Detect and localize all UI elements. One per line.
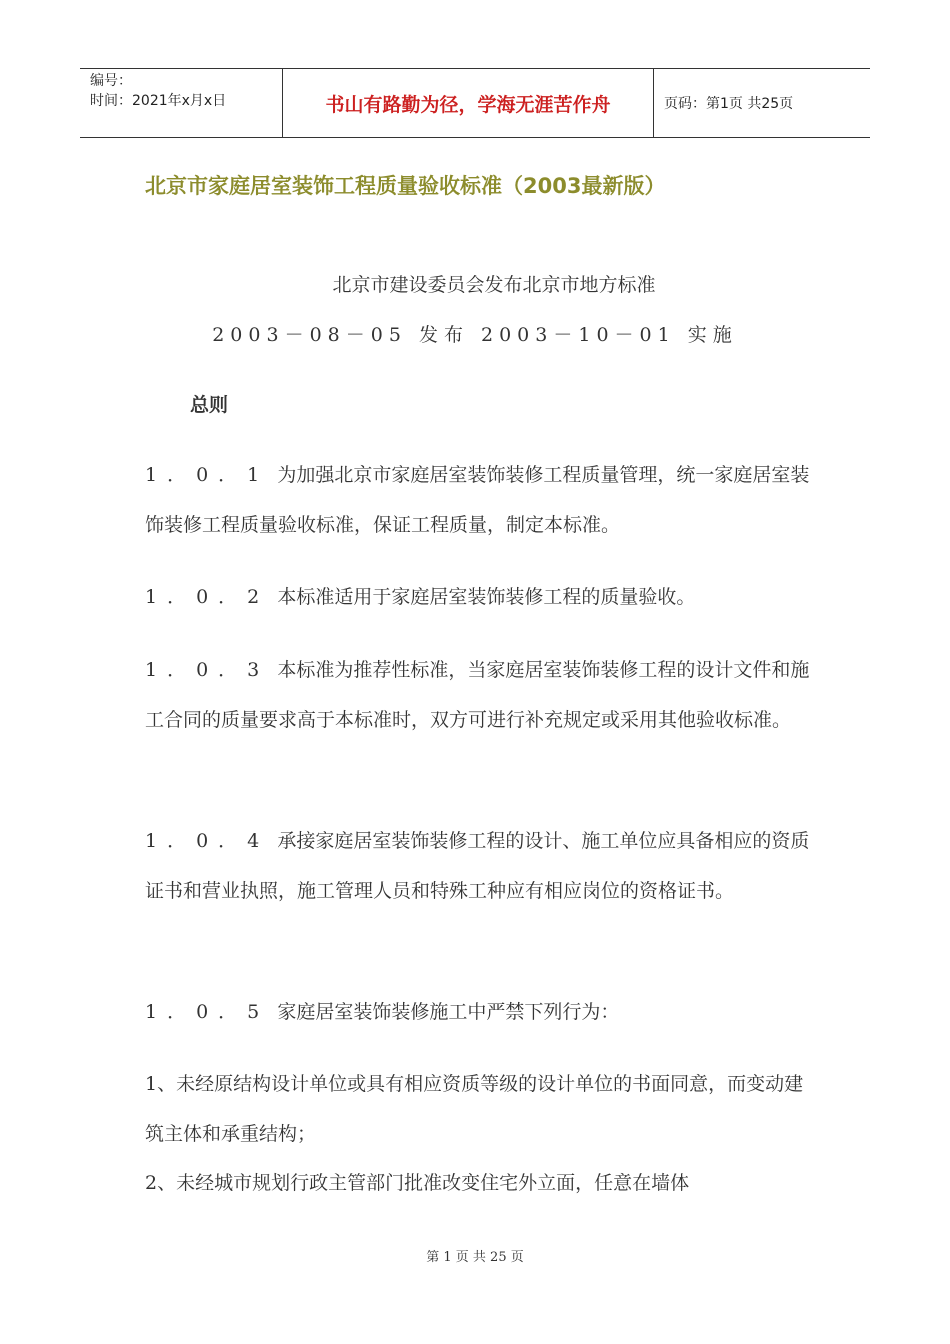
item-text: 1、未经原结构设计单位或具有相应资质等级的设计单位的书面同意，而变动建筑主体和承重结构； xyxy=(145,1073,804,1145)
clause-text: 家庭居室装饰装修施工中严禁下列行为： xyxy=(277,1001,620,1023)
header-left-cell xyxy=(80,69,282,137)
clause-1-0-2 xyxy=(145,572,810,622)
page-info-cell xyxy=(654,69,870,137)
date-line: 2003－08－05 发布 2003－10－01 实施 xyxy=(212,324,738,346)
clause-1-0-4 xyxy=(145,816,810,916)
publisher-line: 北京市建设委员会发布北京市地方标准 xyxy=(332,274,656,296)
page-info-text: 页码：第1页 共25页 xyxy=(664,96,794,112)
header-table xyxy=(80,68,870,138)
motto-cell xyxy=(282,69,654,137)
clause-number: 1．0．3 xyxy=(145,659,270,681)
clause-1-0-5 xyxy=(145,987,810,1037)
clause-text: 本标准适用于家庭居室装饰装修工程的质量验收。 xyxy=(277,586,696,608)
prohibited-item-1 xyxy=(145,1059,810,1159)
clause-1-0-3 xyxy=(145,645,810,745)
time-label: 时间：2021年x月x日 xyxy=(90,93,227,109)
clause-number: 1．0．2 xyxy=(145,586,270,608)
page-footer: 第 1 页 共 25 页 xyxy=(426,1250,524,1265)
clause-number: 1．0．5 xyxy=(145,1001,270,1023)
number-label: 编号： xyxy=(90,73,132,89)
document-title: 北京市家庭居室装饰工程质量验收标准（2003最新版） xyxy=(145,174,666,198)
item-text: 2、未经城市规划行政主管部门批准改变住宅外立面，任意在墙体 xyxy=(145,1172,690,1194)
clause-text: 本标准为推荐性标准，当家庭居室装饰装修工程的设计文件和施工合同的质量要求高于本标准时，双方可进行补充规定或采用其他验收标准。 xyxy=(145,659,810,731)
prohibited-item-2 xyxy=(145,1158,810,1208)
motto-text: 书山有路勤为径，学海无涯苦作舟 xyxy=(325,93,611,116)
section-title: 总则 xyxy=(190,394,229,416)
clause-1-0-1 xyxy=(145,450,810,550)
clause-number: 1．0．4 xyxy=(145,830,270,852)
clause-number: 1．0．1 xyxy=(145,464,270,486)
clause-text: 为加强北京市家庭居室装饰装修工程质量管理，统一家庭居室装饰装修工程质量验收标准，保证工程质量，制定本标准。 xyxy=(145,464,810,536)
clause-text: 承接家庭居室装饰装修工程的设计、施工单位应具备相应的资质证书和营业执照，施工管理人员和特殊工种应有相应岗位的资格证书。 xyxy=(145,830,810,902)
